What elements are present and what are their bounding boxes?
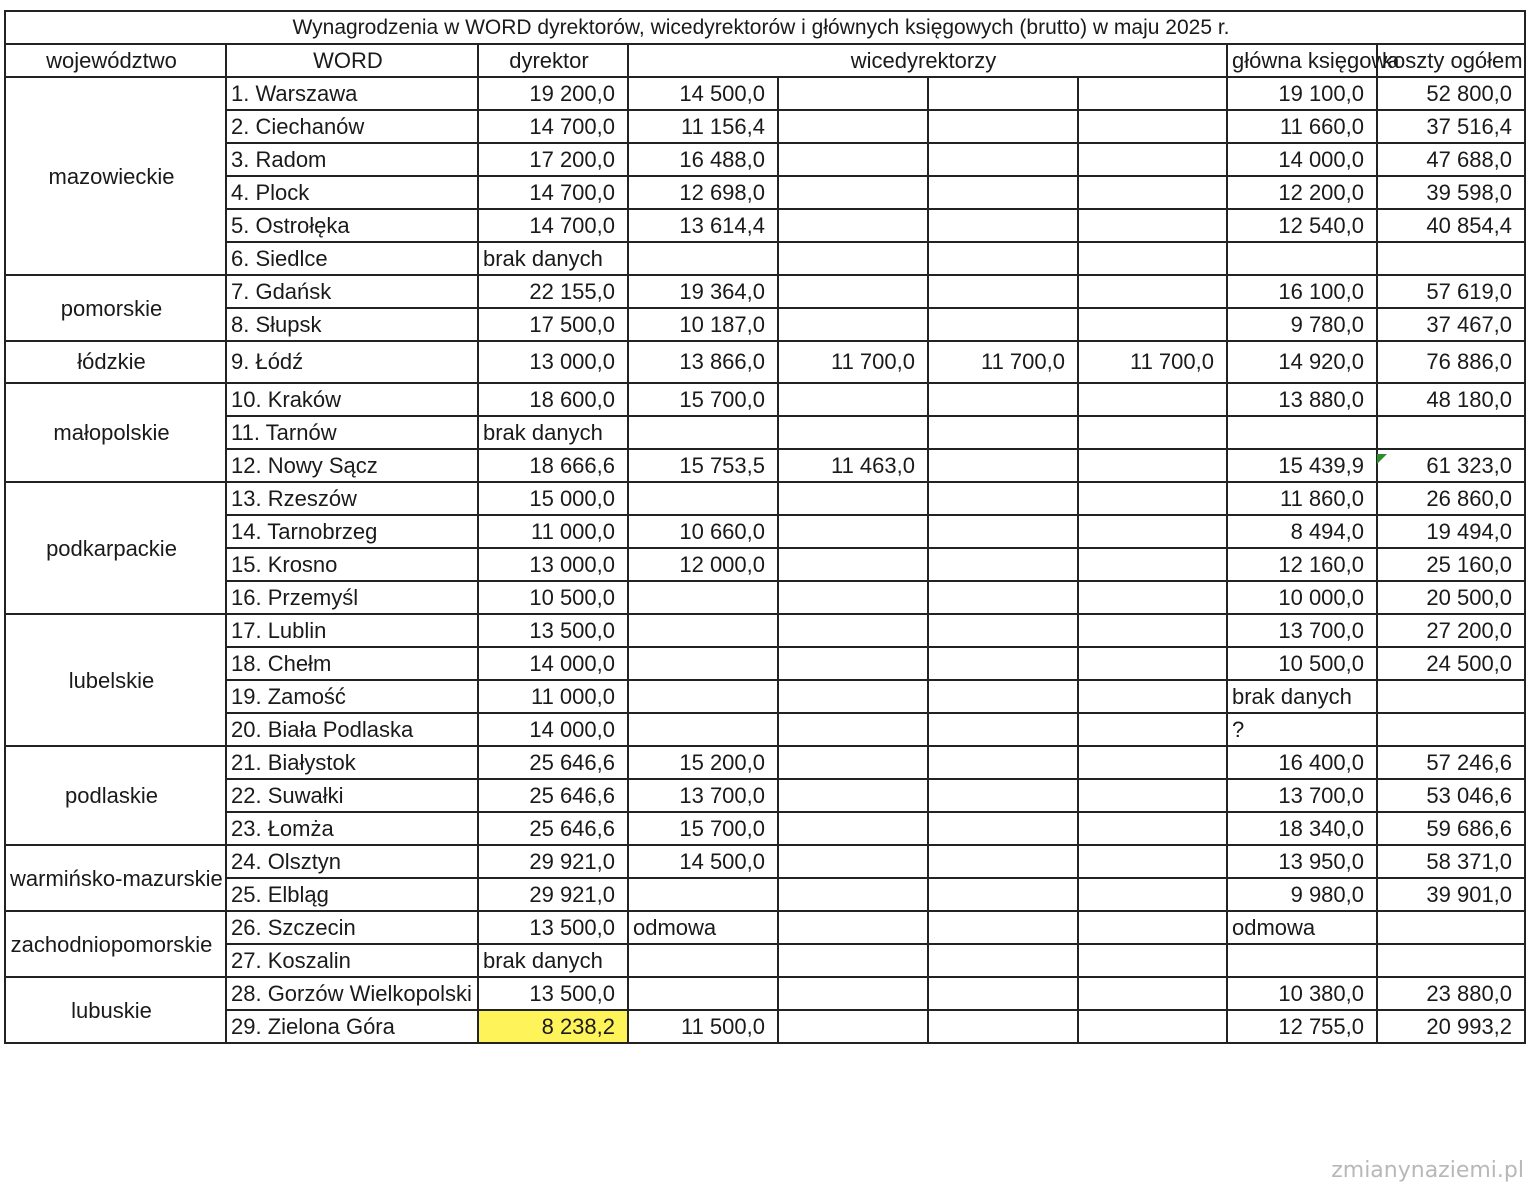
d3-cell[interactable] bbox=[928, 713, 1078, 746]
total-cell[interactable]: 25 160,0 bbox=[1377, 548, 1525, 581]
accountant-cell[interactable]: 11 860,0 bbox=[1227, 482, 1377, 515]
d2-cell[interactable]: 11 700,0 bbox=[778, 341, 928, 383]
word-cell[interactable]: 26. Szczecin bbox=[226, 911, 478, 944]
d4-cell[interactable] bbox=[1078, 878, 1227, 911]
d2-cell[interactable] bbox=[778, 647, 928, 680]
region-cell[interactable]: łódzkie bbox=[5, 341, 226, 383]
d2-cell[interactable] bbox=[778, 944, 928, 977]
word-cell[interactable]: 19. Zamość bbox=[226, 680, 478, 713]
total-cell[interactable]: 39 901,0 bbox=[1377, 878, 1525, 911]
director-cell[interactable]: 8 238,2 bbox=[478, 1010, 628, 1043]
d3-cell[interactable] bbox=[928, 812, 1078, 845]
word-cell[interactable]: 7. Gdańsk bbox=[226, 275, 478, 308]
total-cell[interactable]: 19 494,0 bbox=[1377, 515, 1525, 548]
accountant-cell[interactable]: ? bbox=[1227, 713, 1377, 746]
word-cell[interactable]: 4. Plock bbox=[226, 176, 478, 209]
d1-cell[interactable]: 14 500,0 bbox=[628, 77, 778, 110]
region-cell[interactable]: podkarpackie bbox=[5, 482, 226, 614]
d2-cell[interactable] bbox=[778, 746, 928, 779]
accountant-cell[interactable]: 12 200,0 bbox=[1227, 176, 1377, 209]
table-row bbox=[5, 680, 1525, 713]
director-cell[interactable]: 29 921,0 bbox=[478, 845, 628, 878]
d4-cell[interactable] bbox=[1078, 977, 1227, 1010]
director-cell[interactable]: 17 500,0 bbox=[478, 308, 628, 341]
total-cell[interactable]: 37 516,4 bbox=[1377, 110, 1525, 143]
d4-cell[interactable] bbox=[1078, 515, 1227, 548]
accountant-cell[interactable]: 13 950,0 bbox=[1227, 845, 1377, 878]
d3-cell[interactable] bbox=[928, 482, 1078, 515]
table-row bbox=[5, 176, 1525, 209]
region-cell[interactable]: mazowieckie bbox=[5, 77, 226, 275]
word-cell[interactable]: 15. Krosno bbox=[226, 548, 478, 581]
word-cell[interactable]: 20. Biała Podlaska bbox=[226, 713, 478, 746]
header-total[interactable]: koszty ogółem bbox=[1377, 44, 1525, 77]
d2-cell[interactable] bbox=[778, 779, 928, 812]
total-cell[interactable] bbox=[1377, 944, 1525, 977]
d4-cell[interactable] bbox=[1078, 176, 1227, 209]
director-cell[interactable]: 13 000,0 bbox=[478, 548, 628, 581]
total-cell[interactable]: 27 200,0 bbox=[1377, 614, 1525, 647]
region-cell[interactable]: lubelskie bbox=[5, 614, 226, 746]
total-cell[interactable]: 58 371,0 bbox=[1377, 845, 1525, 878]
accountant-cell[interactable]: 8 494,0 bbox=[1227, 515, 1377, 548]
total-cell[interactable]: 57 246,6 bbox=[1377, 746, 1525, 779]
d1-cell[interactable]: 15 700,0 bbox=[628, 812, 778, 845]
table-row bbox=[5, 713, 1525, 746]
d2-cell[interactable] bbox=[778, 383, 928, 416]
salary-table bbox=[4, 10, 1526, 1044]
director-cell[interactable]: 18 666,6 bbox=[478, 449, 628, 482]
cell-comment-marker bbox=[1377, 454, 1387, 464]
table-row bbox=[5, 548, 1525, 581]
director-cell[interactable]: 11 000,0 bbox=[478, 680, 628, 713]
region-cell[interactable]: warmińsko-mazurskie bbox=[5, 845, 226, 911]
d2-cell[interactable] bbox=[778, 680, 928, 713]
total-cell[interactable]: 20 993,2 bbox=[1377, 1010, 1525, 1043]
table-row bbox=[5, 110, 1525, 143]
d2-cell[interactable] bbox=[778, 143, 928, 176]
table-row bbox=[5, 77, 1525, 110]
director-cell[interactable]: brak danych bbox=[478, 416, 628, 449]
d3-cell[interactable] bbox=[928, 176, 1078, 209]
d2-cell[interactable] bbox=[778, 242, 928, 275]
table-row bbox=[5, 143, 1525, 176]
d1-cell[interactable]: 11 500,0 bbox=[628, 1010, 778, 1043]
table-row bbox=[5, 308, 1525, 341]
accountant-cell[interactable]: 10 000,0 bbox=[1227, 581, 1377, 614]
director-cell[interactable]: 13 500,0 bbox=[478, 977, 628, 1010]
d4-cell[interactable] bbox=[1078, 944, 1227, 977]
table-row bbox=[5, 779, 1525, 812]
director-cell[interactable]: 14 700,0 bbox=[478, 110, 628, 143]
total-cell[interactable] bbox=[1377, 911, 1525, 944]
accountant-cell[interactable] bbox=[1227, 944, 1377, 977]
d1-cell[interactable]: 12 698,0 bbox=[628, 176, 778, 209]
total-cell[interactable]: 61 323,0 bbox=[1377, 449, 1525, 482]
word-cell[interactable]: 24. Olsztyn bbox=[226, 845, 478, 878]
d4-cell[interactable] bbox=[1078, 647, 1227, 680]
d4-cell[interactable] bbox=[1078, 308, 1227, 341]
total-cell[interactable]: 57 619,0 bbox=[1377, 275, 1525, 308]
d4-cell[interactable]: 11 700,0 bbox=[1078, 341, 1227, 383]
director-cell[interactable]: 14 700,0 bbox=[478, 176, 628, 209]
accountant-cell[interactable]: 10 500,0 bbox=[1227, 647, 1377, 680]
word-cell[interactable]: 18. Chełm bbox=[226, 647, 478, 680]
d2-cell[interactable] bbox=[778, 845, 928, 878]
d1-cell[interactable]: 14 500,0 bbox=[628, 845, 778, 878]
word-cell[interactable]: 29. Zielona Góra bbox=[226, 1010, 478, 1043]
d3-cell[interactable] bbox=[928, 878, 1078, 911]
total-cell[interactable]: 24 500,0 bbox=[1377, 647, 1525, 680]
director-cell[interactable]: brak danych bbox=[478, 944, 628, 977]
total-cell[interactable]: 20 500,0 bbox=[1377, 581, 1525, 614]
word-cell[interactable]: 27. Koszalin bbox=[226, 944, 478, 977]
total-cell[interactable]: 39 598,0 bbox=[1377, 176, 1525, 209]
accountant-cell[interactable]: brak danych bbox=[1227, 680, 1377, 713]
d2-cell[interactable] bbox=[778, 548, 928, 581]
word-cell[interactable]: 23. Łomża bbox=[226, 812, 478, 845]
d2-cell[interactable] bbox=[778, 110, 928, 143]
d2-cell[interactable] bbox=[778, 482, 928, 515]
d3-cell[interactable] bbox=[928, 779, 1078, 812]
d2-cell[interactable] bbox=[778, 209, 928, 242]
director-cell[interactable]: 25 646,6 bbox=[478, 812, 628, 845]
word-cell[interactable]: 2. Ciechanów bbox=[226, 110, 478, 143]
header-accountant[interactable]: główna księgowa bbox=[1227, 44, 1377, 77]
word-cell[interactable]: 12. Nowy Sącz bbox=[226, 449, 478, 482]
table-row bbox=[5, 416, 1525, 449]
d4-cell[interactable] bbox=[1078, 614, 1227, 647]
total-cell[interactable]: 40 854,4 bbox=[1377, 209, 1525, 242]
d1-cell[interactable] bbox=[628, 878, 778, 911]
total-cell[interactable] bbox=[1377, 416, 1525, 449]
word-cell[interactable]: 21. Białystok bbox=[226, 746, 478, 779]
director-cell[interactable]: 13 500,0 bbox=[478, 911, 628, 944]
d4-cell[interactable] bbox=[1078, 383, 1227, 416]
d3-cell[interactable] bbox=[928, 110, 1078, 143]
table-title[interactable]: Wynagrodzenia w WORD dyrektorów, wicedyrektorów i głównych księgowych (brutto) w maju 2025 r. bbox=[5, 11, 1525, 44]
d1-cell[interactable]: 13 866,0 bbox=[628, 341, 778, 383]
d3-cell[interactable] bbox=[928, 548, 1078, 581]
word-cell[interactable]: 5. Ostrołęka bbox=[226, 209, 478, 242]
d2-cell[interactable] bbox=[778, 581, 928, 614]
d2-cell[interactable] bbox=[778, 275, 928, 308]
total-cell[interactable]: 52 800,0 bbox=[1377, 77, 1525, 110]
d2-cell[interactable]: 11 463,0 bbox=[778, 449, 928, 482]
d4-cell[interactable] bbox=[1078, 110, 1227, 143]
total-cell[interactable]: 26 860,0 bbox=[1377, 482, 1525, 515]
table-row bbox=[5, 614, 1525, 647]
word-cell[interactable]: 3. Radom bbox=[226, 143, 478, 176]
director-cell[interactable]: 14 700,0 bbox=[478, 209, 628, 242]
total-cell[interactable]: 37 467,0 bbox=[1377, 308, 1525, 341]
d4-cell[interactable] bbox=[1078, 1010, 1227, 1043]
accountant-cell[interactable]: 9 980,0 bbox=[1227, 878, 1377, 911]
d3-cell[interactable] bbox=[928, 614, 1078, 647]
d1-cell[interactable]: 16 488,0 bbox=[628, 143, 778, 176]
d2-cell[interactable] bbox=[778, 614, 928, 647]
d1-cell[interactable] bbox=[628, 581, 778, 614]
table-row bbox=[5, 242, 1525, 275]
d4-cell[interactable] bbox=[1078, 143, 1227, 176]
accountant-cell[interactable]: 13 880,0 bbox=[1227, 383, 1377, 416]
director-cell[interactable]: 11 000,0 bbox=[478, 515, 628, 548]
d4-cell[interactable] bbox=[1078, 449, 1227, 482]
word-cell[interactable]: 10. Kraków bbox=[226, 383, 478, 416]
d1-cell[interactable] bbox=[628, 242, 778, 275]
region-cell[interactable]: zachodniopomorskie bbox=[5, 911, 226, 977]
total-cell[interactable] bbox=[1377, 242, 1525, 275]
director-cell[interactable]: 13 000,0 bbox=[478, 341, 628, 383]
table-row bbox=[5, 746, 1525, 779]
d4-cell[interactable] bbox=[1078, 581, 1227, 614]
word-cell[interactable]: 9. Łódź bbox=[226, 341, 478, 383]
d4-cell[interactable] bbox=[1078, 242, 1227, 275]
d3-cell[interactable] bbox=[928, 581, 1078, 614]
header-word[interactable]: WORD bbox=[226, 44, 478, 77]
table-row bbox=[5, 275, 1525, 308]
accountant-cell[interactable] bbox=[1227, 416, 1377, 449]
d2-cell[interactable] bbox=[778, 812, 928, 845]
header-director[interactable]: dyrektor bbox=[478, 44, 628, 77]
accountant-cell[interactable]: 10 380,0 bbox=[1227, 977, 1377, 1010]
word-cell[interactable]: 17. Lublin bbox=[226, 614, 478, 647]
accountant-cell[interactable]: 12 755,0 bbox=[1227, 1010, 1377, 1043]
d3-cell[interactable] bbox=[928, 416, 1078, 449]
d1-cell[interactable]: 13 700,0 bbox=[628, 779, 778, 812]
d4-cell[interactable] bbox=[1078, 548, 1227, 581]
word-cell[interactable]: 14. Tarnobrzeg bbox=[226, 515, 478, 548]
director-cell[interactable]: 19 200,0 bbox=[478, 77, 628, 110]
d1-cell[interactable] bbox=[628, 680, 778, 713]
accountant-cell[interactable]: 9 780,0 bbox=[1227, 308, 1377, 341]
d1-cell[interactable] bbox=[628, 977, 778, 1010]
director-cell[interactable]: 15 000,0 bbox=[478, 482, 628, 515]
accountant-cell[interactable]: 13 700,0 bbox=[1227, 614, 1377, 647]
table-row bbox=[5, 383, 1525, 416]
d1-cell[interactable] bbox=[628, 713, 778, 746]
d1-cell[interactable]: 11 156,4 bbox=[628, 110, 778, 143]
table-row bbox=[5, 812, 1525, 845]
accountant-cell[interactable]: 14 000,0 bbox=[1227, 143, 1377, 176]
region-cell[interactable]: małopolskie bbox=[5, 383, 226, 482]
total-cell[interactable]: 23 880,0 bbox=[1377, 977, 1525, 1010]
d3-cell[interactable] bbox=[928, 944, 1078, 977]
accountant-cell[interactable]: odmowa bbox=[1227, 911, 1377, 944]
d3-cell[interactable] bbox=[928, 209, 1078, 242]
accountant-cell[interactable]: 16 400,0 bbox=[1227, 746, 1377, 779]
d2-cell[interactable] bbox=[778, 515, 928, 548]
d4-cell[interactable] bbox=[1078, 812, 1227, 845]
d4-cell[interactable] bbox=[1078, 779, 1227, 812]
d2-cell[interactable] bbox=[778, 878, 928, 911]
director-cell[interactable]: 14 000,0 bbox=[478, 713, 628, 746]
d4-cell[interactable] bbox=[1078, 845, 1227, 878]
d3-cell[interactable] bbox=[928, 647, 1078, 680]
d1-cell[interactable]: odmowa bbox=[628, 911, 778, 944]
d1-cell[interactable]: 19 364,0 bbox=[628, 275, 778, 308]
table-row bbox=[5, 515, 1525, 548]
table-row bbox=[5, 449, 1525, 482]
accountant-cell[interactable]: 18 340,0 bbox=[1227, 812, 1377, 845]
d3-cell[interactable] bbox=[928, 746, 1078, 779]
header-deputies[interactable]: wicedyrektorzy bbox=[628, 44, 1227, 77]
total-cell[interactable] bbox=[1377, 713, 1525, 746]
director-cell[interactable]: 10 500,0 bbox=[478, 581, 628, 614]
table-row bbox=[5, 977, 1525, 1010]
table-row bbox=[5, 1010, 1525, 1043]
total-cell[interactable] bbox=[1377, 680, 1525, 713]
director-cell[interactable]: 14 000,0 bbox=[478, 647, 628, 680]
d1-cell[interactable] bbox=[628, 944, 778, 977]
d3-cell[interactable] bbox=[928, 1010, 1078, 1043]
director-cell[interactable]: 13 500,0 bbox=[478, 614, 628, 647]
total-cell[interactable]: 53 046,6 bbox=[1377, 779, 1525, 812]
d4-cell[interactable] bbox=[1078, 275, 1227, 308]
d1-cell[interactable]: 15 200,0 bbox=[628, 746, 778, 779]
d1-cell[interactable]: 13 614,4 bbox=[628, 209, 778, 242]
d4-cell[interactable] bbox=[1078, 209, 1227, 242]
d3-cell[interactable]: 11 700,0 bbox=[928, 341, 1078, 383]
d4-cell[interactable] bbox=[1078, 77, 1227, 110]
d4-cell[interactable] bbox=[1078, 416, 1227, 449]
word-cell[interactable]: 1. Warszawa bbox=[226, 77, 478, 110]
d3-cell[interactable] bbox=[928, 449, 1078, 482]
accountant-cell[interactable]: 11 660,0 bbox=[1227, 110, 1377, 143]
d1-cell[interactable]: 12 000,0 bbox=[628, 548, 778, 581]
d1-cell[interactable]: 15 700,0 bbox=[628, 383, 778, 416]
accountant-cell[interactable] bbox=[1227, 242, 1377, 275]
d2-cell[interactable] bbox=[778, 911, 928, 944]
d1-cell[interactable] bbox=[628, 647, 778, 680]
accountant-cell[interactable]: 16 100,0 bbox=[1227, 275, 1377, 308]
d3-cell[interactable] bbox=[928, 845, 1078, 878]
word-cell[interactable]: 8. Słupsk bbox=[226, 308, 478, 341]
director-cell[interactable]: 25 646,6 bbox=[478, 779, 628, 812]
word-cell[interactable]: 13. Rzeszów bbox=[226, 482, 478, 515]
d3-cell[interactable] bbox=[928, 77, 1078, 110]
header-region[interactable]: województwo bbox=[5, 44, 226, 77]
accountant-cell[interactable]: 12 540,0 bbox=[1227, 209, 1377, 242]
accountant-cell[interactable]: 14 920,0 bbox=[1227, 341, 1377, 383]
d4-cell[interactable] bbox=[1078, 713, 1227, 746]
d2-cell[interactable] bbox=[778, 416, 928, 449]
d1-cell[interactable]: 10 660,0 bbox=[628, 515, 778, 548]
d1-cell[interactable] bbox=[628, 482, 778, 515]
watermark: zmianynaziemi.pl bbox=[1331, 1158, 1524, 1183]
d3-cell[interactable] bbox=[928, 977, 1078, 1010]
word-cell[interactable]: 25. Elbląg bbox=[226, 878, 478, 911]
region-cell[interactable]: podlaskie bbox=[5, 746, 226, 845]
word-cell[interactable]: 11. Tarnów bbox=[226, 416, 478, 449]
d3-cell[interactable] bbox=[928, 515, 1078, 548]
d4-cell[interactable] bbox=[1078, 680, 1227, 713]
d4-cell[interactable] bbox=[1078, 482, 1227, 515]
d2-cell[interactable] bbox=[778, 77, 928, 110]
director-cell[interactable]: 25 646,6 bbox=[478, 746, 628, 779]
accountant-cell[interactable]: 19 100,0 bbox=[1227, 77, 1377, 110]
d2-cell[interactable] bbox=[778, 308, 928, 341]
region-cell[interactable]: lubuskie bbox=[5, 977, 226, 1043]
table-row bbox=[5, 944, 1525, 977]
d3-cell[interactable] bbox=[928, 143, 1078, 176]
table-row bbox=[5, 647, 1525, 680]
table-row bbox=[5, 845, 1525, 878]
accountant-cell[interactable]: 13 700,0 bbox=[1227, 779, 1377, 812]
total-cell[interactable]: 47 688,0 bbox=[1377, 143, 1525, 176]
d2-cell[interactable] bbox=[778, 176, 928, 209]
total-cell[interactable]: 59 686,6 bbox=[1377, 812, 1525, 845]
accountant-cell[interactable]: 15 439,9 bbox=[1227, 449, 1377, 482]
region-cell[interactable]: pomorskie bbox=[5, 275, 226, 341]
table-row bbox=[5, 482, 1525, 515]
word-cell[interactable]: 28. Gorzów Wielkopolski bbox=[226, 977, 478, 1010]
director-cell[interactable]: 17 200,0 bbox=[478, 143, 628, 176]
d2-cell[interactable] bbox=[778, 713, 928, 746]
d4-cell[interactable] bbox=[1078, 911, 1227, 944]
d3-cell[interactable] bbox=[928, 383, 1078, 416]
director-cell[interactable]: 29 921,0 bbox=[478, 878, 628, 911]
d3-cell[interactable] bbox=[928, 680, 1078, 713]
d2-cell[interactable] bbox=[778, 977, 928, 1010]
d2-cell[interactable] bbox=[778, 1010, 928, 1043]
d1-cell[interactable]: 15 753,5 bbox=[628, 449, 778, 482]
table-row bbox=[5, 209, 1525, 242]
d3-cell[interactable] bbox=[928, 242, 1078, 275]
total-cell[interactable]: 76 886,0 bbox=[1377, 341, 1525, 383]
total-cell[interactable]: 48 180,0 bbox=[1377, 383, 1525, 416]
table-row bbox=[5, 581, 1525, 614]
d3-cell[interactable] bbox=[928, 911, 1078, 944]
d3-cell[interactable] bbox=[928, 308, 1078, 341]
director-cell[interactable]: 18 600,0 bbox=[478, 383, 628, 416]
director-cell[interactable]: 22 155,0 bbox=[478, 275, 628, 308]
word-cell[interactable]: 16. Przemyśl bbox=[226, 581, 478, 614]
word-cell[interactable]: 22. Suwałki bbox=[226, 779, 478, 812]
table-row bbox=[5, 878, 1525, 911]
word-cell[interactable]: 6. Siedlce bbox=[226, 242, 478, 275]
table-row bbox=[5, 341, 1525, 383]
d4-cell[interactable] bbox=[1078, 746, 1227, 779]
accountant-cell[interactable]: 12 160,0 bbox=[1227, 548, 1377, 581]
d3-cell[interactable] bbox=[928, 275, 1078, 308]
d1-cell[interactable]: 10 187,0 bbox=[628, 308, 778, 341]
d1-cell[interactable] bbox=[628, 416, 778, 449]
d1-cell[interactable] bbox=[628, 614, 778, 647]
director-cell[interactable]: brak danych bbox=[478, 242, 628, 275]
table-row bbox=[5, 911, 1525, 944]
